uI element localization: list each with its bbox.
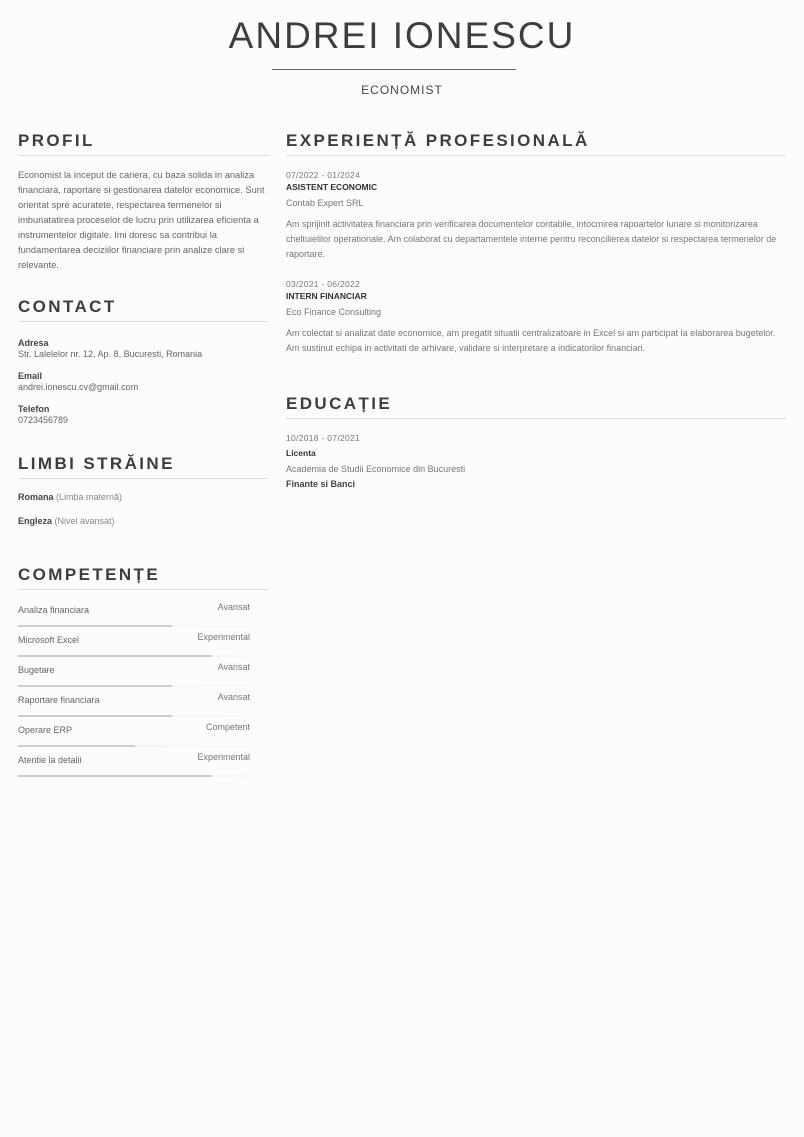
contact-section	[18, 297, 268, 426]
profile-heading: PROFIL	[18, 131, 268, 156]
entry-date: 07/2022 - 01/2024	[286, 170, 361, 180]
candidate-name: ANDREI IONESCU	[228, 15, 576, 56]
contact-value: 0723456789	[18, 415, 69, 425]
education-section	[286, 394, 786, 490]
contact-address	[18, 338, 268, 360]
skills-section	[18, 565, 268, 777]
entry-title: INTERN FINANCIAR	[286, 291, 367, 301]
language-level: (Nivel avansat)	[54, 516, 115, 526]
languages-section	[18, 454, 268, 527]
profile-section	[18, 131, 268, 273]
entry-date: 03/2021 - 06/2022	[286, 279, 361, 289]
contact-phone	[18, 404, 268, 426]
entry-date: 10/2018 - 07/2021	[286, 433, 361, 443]
skill-bar-fill	[18, 775, 212, 777]
skill-name: Analiza financiara	[18, 605, 90, 615]
name-divider	[272, 69, 516, 70]
experience-entry	[286, 278, 786, 356]
skill-item	[18, 687, 252, 717]
skill-level: Competent	[205, 722, 250, 732]
entry-degree: Licenta	[286, 448, 316, 458]
entry-school: Academia de Studii Economice din Bucuresti	[286, 464, 466, 474]
skill-item	[18, 597, 252, 627]
language-name: Engleza	[18, 516, 53, 526]
education-entry	[286, 432, 786, 490]
languages-heading: LIMBI STRĂINE	[18, 454, 268, 479]
experience-heading: EXPERIENȚĂ PROFESIONALĂ	[286, 131, 786, 156]
education-heading: EDUCAȚIE	[286, 394, 786, 419]
entry-organization: Contab Expert SRL	[286, 198, 364, 208]
experience-entry	[286, 169, 786, 262]
contact-value: Str. Lalelelor nr. 12, Ap. 8, Bucuresti, Romania	[18, 349, 203, 359]
contact-value[interactable]: andrei.ionescu.cv@gmail.com	[18, 382, 139, 392]
skills-list	[18, 597, 268, 777]
contact-label: Email	[18, 371, 43, 381]
skill-name: Operare ERP	[18, 725, 73, 735]
skills-heading: COMPETENȚE	[18, 565, 268, 590]
skill-name: Bugetare	[18, 665, 55, 675]
entry-title: ASISTENT ECONOMIC	[286, 182, 378, 192]
experience-section	[286, 131, 786, 356]
skill-level: Avansat	[217, 662, 250, 672]
contact-email	[18, 371, 268, 393]
entry-organization: Eco Finance Consulting	[286, 307, 382, 317]
language-item	[18, 492, 268, 503]
entry-field: Finante si Banci	[286, 479, 356, 489]
job-title: ECONOMIST	[361, 83, 443, 97]
skill-level: Experimental	[197, 752, 250, 762]
language-item	[18, 516, 268, 527]
language-name: Romana	[18, 492, 54, 502]
entry-description: Am colectat si analizat date economice, am pregatit situatii centralizatoare in Excel si am participat la elaborarea bugetelor. Am sustinut echipa in activitati de arhivare, validare si interpretare a indicatorilor financiari.	[286, 328, 776, 353]
contact-heading: CONTACT	[18, 297, 268, 322]
skill-item	[18, 657, 252, 687]
skill-name: Raportare financiara	[18, 695, 100, 705]
skill-item	[18, 717, 252, 747]
contact-label: Adresa	[18, 338, 49, 348]
language-level: (Limba maternă)	[56, 492, 123, 502]
skill-name: Atentie la detalii	[18, 755, 82, 765]
skill-level: Experimental	[197, 632, 250, 642]
skill-level: Avansat	[217, 602, 250, 612]
skill-bar	[18, 775, 252, 777]
contact-label: Telefon	[18, 404, 50, 414]
skill-item	[18, 747, 252, 777]
skill-item	[18, 627, 252, 657]
skill-level: Avansat	[217, 692, 250, 702]
profile-text: Economist la inceput de cariera, cu baza solida in analiza financiara, raportare si gestionarea datelor economice. Sunt orientat spre acuratete, respectarea termenelor si imbunatatirea proceselor de lucru prin utilizarea eficienta a instrumentelor digitale. Imi doresc sa contribui la fundamentarea deciziilor financiare prin analize clare si relevante.	[18, 170, 265, 270]
skill-name: Microsoft Excel	[18, 635, 80, 645]
entry-description: Am sprijinit activitatea financiara prin verificarea documentelor contabile, intocmirea rapoartelor lunare si monitorizarea cheltuielilor operationale. Am colaborat cu departamentele interne pentru reconcilierea datelor si respectarea termenelor de raportare.	[286, 219, 777, 259]
